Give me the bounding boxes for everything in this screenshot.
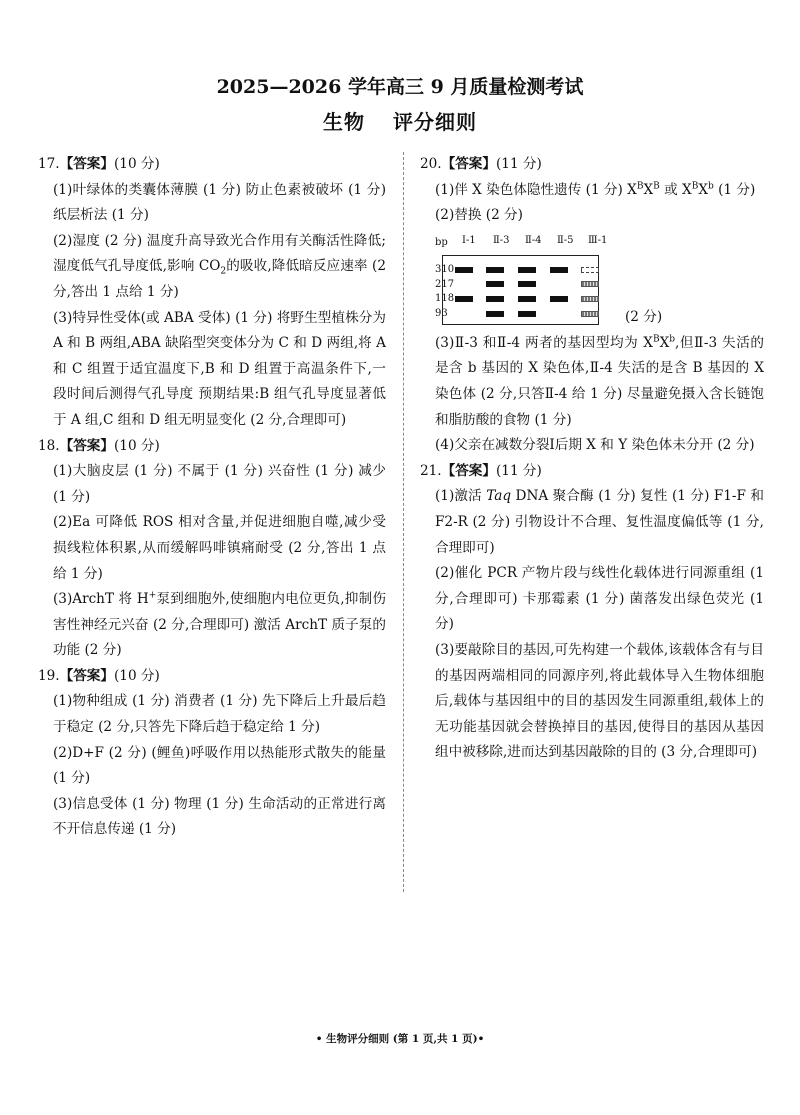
lane-label: Ⅱ-4 — [525, 234, 542, 246]
q21-answer-1: (1)激活 Taq DNA 聚合酶 (1 分) 复性 (1 分) F1-F 和 F2-R (2 分) 引物设计不合理、复性温度偏低等 (1 分,合理即可) — [435, 488, 765, 556]
size-label: 118 — [435, 292, 455, 304]
q19-answer-2: (2)D+F (2 分) (鲤鱼)呼吸作用以热能形式散失的能量 (1 分) — [53, 744, 386, 787]
gel-band — [518, 311, 536, 317]
gel-band — [518, 267, 536, 273]
q18-answer-1: (1)大脑皮层 (1 分) 不属于 (1 分) 兴奋性 (1 分) 减少 (1 分) — [53, 463, 386, 505]
gel-score: (2 分) — [625, 308, 663, 325]
gel-band — [550, 267, 568, 273]
gel-band — [455, 296, 473, 302]
q20-answer-2: (2)替换 (2 分) — [435, 207, 523, 224]
q17-answer-2: (2)湿度 (2 分) 温度升高导致光合作用有关酶活性降低;湿度低气孔导度低,影响 $CO_2$的吸收,降低暗反应速率 (2 分,答出 1 点给 1 分) — [53, 232, 387, 300]
q20-answer-3: (3)Ⅱ-3 和Ⅱ-4 两者的基因型均为 $X^BX^b$,但Ⅱ-3 失活的是含 b 基因的 X 染色体,Ⅱ-4 失活的是含 B 基因的 X 染色体 (2 分,只答Ⅱ-4 给 1 分) 尽量避免摄入含长链饱和脂肪酸的食物 (1 分) — [435, 334, 765, 428]
q17-block — [38, 152, 386, 434]
gel-band — [550, 296, 568, 302]
q21-heading: 21.【答案】(11 分) — [420, 462, 542, 479]
gel-band — [486, 267, 504, 273]
q19-answer-1: (1)物种组成 (1 分) 消费者 (1 分) 先下降后上升最后趋于稳定 (2 分,只答先下降后趋于稳定给 1 分) — [53, 693, 386, 736]
size-label: 310 — [435, 263, 455, 275]
q19-block — [38, 664, 386, 843]
q21-answer-2: (2)催化 PCR 产物片段与线性化载体进行同源重组 (1 分,合理即可) 卡那霉素 (1 分) 菌落发出绿色荧光 (1 分) — [435, 565, 764, 633]
q17-answer-3: (3)特异性受体(或 ABA 受体) (1 分) 将野生型植株分为 A 和 B 两组,ABA 缺陷型突变体分为 C 和 D 两组,将 A 和 C 组置于适宜温度下,B 和 D 组置于高温条件下,一段时间后测得气孔导度 预期结果:B 组气孔导度显著低于 A 组,C 组和 D 组无明显变化 (2 分,合理即可) — [53, 309, 386, 428]
gel-frame — [442, 255, 599, 325]
lane-label: Ⅱ-3 — [493, 234, 510, 246]
q21-answer-3: (3)要敲除目的基因,可先构建一个载体,该载体含有与目的基因两端相同的同源序列,将此载体导入生物体细胞后,载体与基因组中的目的基因发生同源重组,载体上的无功能基因就会替换掉目的基因,使得目的基因从基因组中被移除,进而达到基因敲除的目的 (3 分,合理即可) — [435, 641, 764, 761]
gel-band — [518, 296, 536, 302]
left-column — [38, 152, 386, 843]
q17-heading: 17.【答案】(10 分) — [38, 156, 160, 172]
q17-answer-1: (1)叶绿体的类囊体薄膜 (1 分) 防止色素被破坏 (1 分) 纸层析法 (1 分) — [53, 181, 386, 224]
q18-answer-3: (3)ArchT 将 H+泵到细胞外,使细胞内电位更负,抑制伤害性神经元兴奋 (2 分,合理即可) 激活 ArchT 质子泵的功能 (2 分) — [53, 590, 386, 659]
lane-label: Ⅰ-1 — [462, 234, 476, 246]
gel-band-answer — [581, 281, 599, 287]
electrophoresis-figure — [420, 233, 764, 329]
q20-answer-4: (4)父亲在减数分裂Ⅰ后期 X 和 Y 染色体未分开 (2 分) — [435, 437, 755, 454]
size-label: 217 — [435, 278, 455, 290]
page-footer: • 生物评分细则 (第 1 页,共 1 页)• — [315, 1033, 485, 1045]
q20-heading: 20.【答案】(11 分) — [420, 156, 542, 172]
lane-label: Ⅲ-1 — [588, 234, 608, 246]
q20-block — [420, 152, 764, 459]
gel-band — [455, 267, 473, 273]
right-column — [420, 152, 764, 766]
gel-band — [486, 311, 504, 317]
page-subtitle — [0, 106, 800, 135]
gel-band-answer — [581, 267, 599, 273]
subject-label: 生物 — [323, 110, 366, 134]
gel-band — [518, 281, 536, 287]
q18-answer-2: (2)Ea 可降低 ROS 相对含量,并促进细胞自噬,减少受损线粒体积累,从而缓解吗啡镇痛耐受 (2 分,答出 1 点给 1 分) — [53, 514, 386, 582]
column-divider — [403, 152, 404, 892]
lane-label: Ⅱ-5 — [557, 234, 574, 246]
q20-answer-1: (1)伴 X 染色体隐性遗传 (1 分) $X^BX^B$ 或 $X^BX^b$ (1 分) — [435, 181, 756, 198]
page-title: 2025—2026 学年高三 9 月质量检测考试 — [216, 76, 584, 98]
gel-band — [486, 281, 504, 287]
gel-band-answer — [581, 296, 599, 302]
q19-answer-3: (3)信息受体 (1 分) 物理 (1 分) 生命活动的正常进行离不开信息传递 (1 分) — [53, 795, 386, 838]
size-label: 93 — [435, 307, 448, 319]
q21-block — [420, 459, 764, 766]
subtitle-label: 评分细则 — [392, 110, 477, 134]
bp-label: bp — [435, 236, 448, 248]
q18-block — [38, 434, 386, 664]
gel-band-answer — [581, 311, 599, 317]
q19-heading: 19.【答案】(10 分) — [38, 667, 160, 684]
q18-heading: 18.【答案】(10 分) — [38, 437, 160, 454]
gel-band — [486, 296, 504, 302]
